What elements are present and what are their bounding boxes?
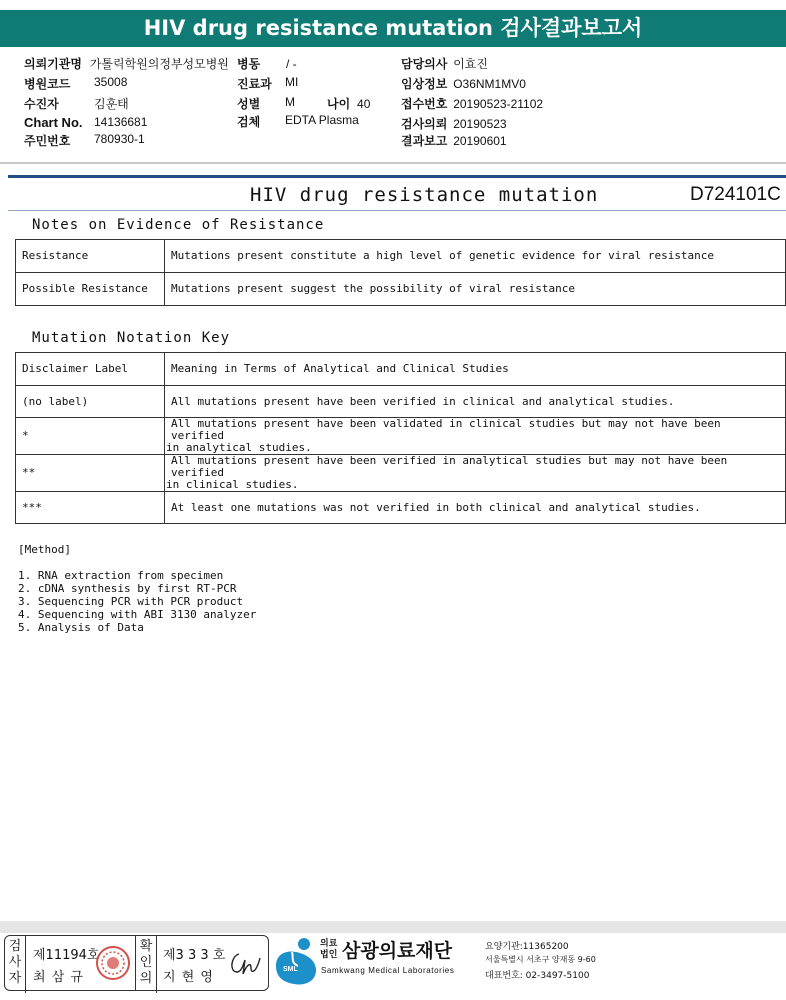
requesting-institution-value: 가톨릭학원의정부성모병원 (89, 57, 229, 71)
confirmer-label-text: 확인의 (139, 939, 153, 986)
table-row (16, 418, 786, 455)
logo-text: SML (283, 966, 298, 973)
table-row (16, 273, 786, 306)
method-section (18, 543, 256, 634)
key-header-label: Disclaimer Label (16, 353, 165, 386)
key-text (165, 455, 786, 492)
key-text (165, 492, 786, 524)
key-label: (no label) (16, 386, 165, 418)
signature-icon (227, 946, 263, 980)
hospital-code-label: 병원코드 (24, 77, 71, 91)
org-type: 의료법인 (320, 939, 338, 960)
method-step: 2. cDNA synthesis by first RT-PCR (18, 582, 237, 595)
confirmer-license: 제3 3 3 호 (163, 948, 226, 963)
tester-label (5, 936, 26, 993)
org-phone: 대표번호: 02-3497-5100 (485, 971, 590, 981)
result-report (401, 132, 507, 149)
table-row (16, 492, 786, 524)
tester-name: 최 삼 규 (33, 970, 84, 985)
receipt-no-label: 접수번호 (401, 97, 448, 111)
key-label: ** (16, 455, 165, 492)
key-label: *** (16, 492, 165, 524)
key-text-line: All mutations present have been verified in analytical studies but may not have been verified (171, 454, 728, 479)
department-label: 진료과 (237, 77, 272, 91)
patient (24, 95, 129, 112)
org-english-name: Samkwang Medical Laboratories (321, 966, 455, 975)
specimen-value: EDTA Plasma (285, 113, 359, 127)
method-heading: [Method] (18, 543, 71, 556)
method-step: 3. Sequencing PCR with PCR product (18, 595, 244, 608)
key-text-line: All mutations present have been verified in clinical and analytical studies. (171, 394, 675, 408)
confirmer-label (136, 936, 157, 993)
sex-label: 성별 (237, 97, 261, 111)
clinical-info-label: 임상정보 (401, 77, 448, 91)
sex (237, 95, 295, 112)
key-text-line: in clinical studies. (166, 478, 299, 491)
key-label: * (16, 418, 165, 455)
physician-label: 담당의사 (401, 57, 448, 71)
method-step: 5. Analysis of Data (18, 621, 144, 634)
notes-label: Possible Resistance (16, 273, 165, 306)
key-table (15, 352, 786, 524)
department-value: MI (285, 75, 299, 89)
resident-no-label: 주민번호 (24, 134, 71, 148)
method-step: 4. Sequencing with ABI 3130 analyzer (18, 608, 257, 621)
table-header-row (16, 353, 786, 386)
ward-value: / - (286, 57, 297, 71)
age (327, 95, 370, 112)
org-address: 서울특별시 서초구 양재동 9-60 (485, 955, 596, 964)
key-text-line: All mutations present have been validated in clinical studies but may not have been verified (171, 417, 721, 442)
separator-blue (8, 175, 786, 178)
report-title: HIV drug resistance mutation 검사결과보고서 (0, 10, 786, 47)
key-text (165, 418, 786, 455)
org-name: 삼광의료재단 (342, 940, 453, 962)
sml-logo-icon (272, 936, 320, 988)
table-row (16, 240, 786, 273)
requesting-institution-label: 의뢰기관명 (24, 57, 82, 71)
test-request-value: 20190523 (453, 117, 507, 131)
chart-no (24, 115, 148, 130)
signature-box (4, 935, 269, 991)
separator (0, 162, 786, 164)
notes-section-title: Notes on Evidence of Resistance (32, 217, 325, 233)
resident-no-value: 780930-1 (94, 132, 145, 146)
result-report-label: 결과보고 (401, 134, 448, 148)
key-header-text: Meaning in Terms of Analytical and Clinical Studies (165, 353, 786, 386)
clinical-info (401, 75, 526, 92)
patient-value: 김훈태 (94, 97, 129, 111)
test-request-label: 검사의뢰 (401, 117, 448, 131)
notes-text: Mutations present constitute a high level of genetic evidence for viral resistance (165, 240, 786, 273)
age-label: 나이 (327, 97, 351, 111)
notes-table (15, 239, 786, 306)
resident-no (24, 132, 145, 149)
tester-seal-icon (95, 945, 131, 981)
notes-label: Resistance (16, 240, 165, 273)
footer-band (0, 921, 786, 933)
license-no: 요양기관:11365200 (485, 942, 569, 952)
chart-no-label: Chart No. (24, 115, 83, 130)
key-text (165, 386, 786, 418)
age-value: 40 (357, 97, 371, 111)
key-section-title: Mutation Notation Key (32, 330, 231, 346)
ward-label: 병동 (237, 57, 261, 71)
sex-value: M (285, 95, 295, 109)
notes-text: Mutations present suggest the possibility of viral resistance (165, 273, 786, 306)
heading-rule (8, 210, 786, 211)
hospital-code (24, 75, 128, 92)
confirmer-name: 지 현 영 (163, 970, 214, 985)
receipt-no (401, 95, 543, 112)
department (237, 75, 299, 92)
test-request (401, 115, 507, 132)
clinical-info-value: O36NM1MV0 (453, 77, 526, 91)
ward (237, 55, 297, 72)
requesting-institution (24, 55, 229, 72)
result-report-value: 20190601 (453, 134, 507, 148)
chart-no-value: 14136681 (94, 115, 148, 129)
physician (401, 55, 488, 72)
report-code: D724101C (690, 184, 781, 205)
specimen-label: 검체 (237, 115, 261, 129)
table-row (16, 455, 786, 492)
report-heading: HIV drug resistance mutation (250, 184, 599, 206)
physician-value: 이효진 (453, 57, 488, 71)
key-text-line: in analytical studies. (166, 441, 312, 454)
specimen (237, 113, 359, 130)
hospital-code-value: 35008 (94, 75, 128, 89)
patient-label: 수진자 (24, 97, 59, 111)
key-text-line: At least one mutations was not verified in both clinical and analytical studies. (171, 500, 701, 514)
table-row (16, 386, 786, 418)
tester-label-text: 검사자 (8, 939, 22, 986)
method-step: 1. RNA extraction from specimen (18, 569, 224, 582)
receipt-no-value: 20190523-21102 (453, 97, 544, 111)
tester-license: 제11194호 (33, 948, 100, 963)
